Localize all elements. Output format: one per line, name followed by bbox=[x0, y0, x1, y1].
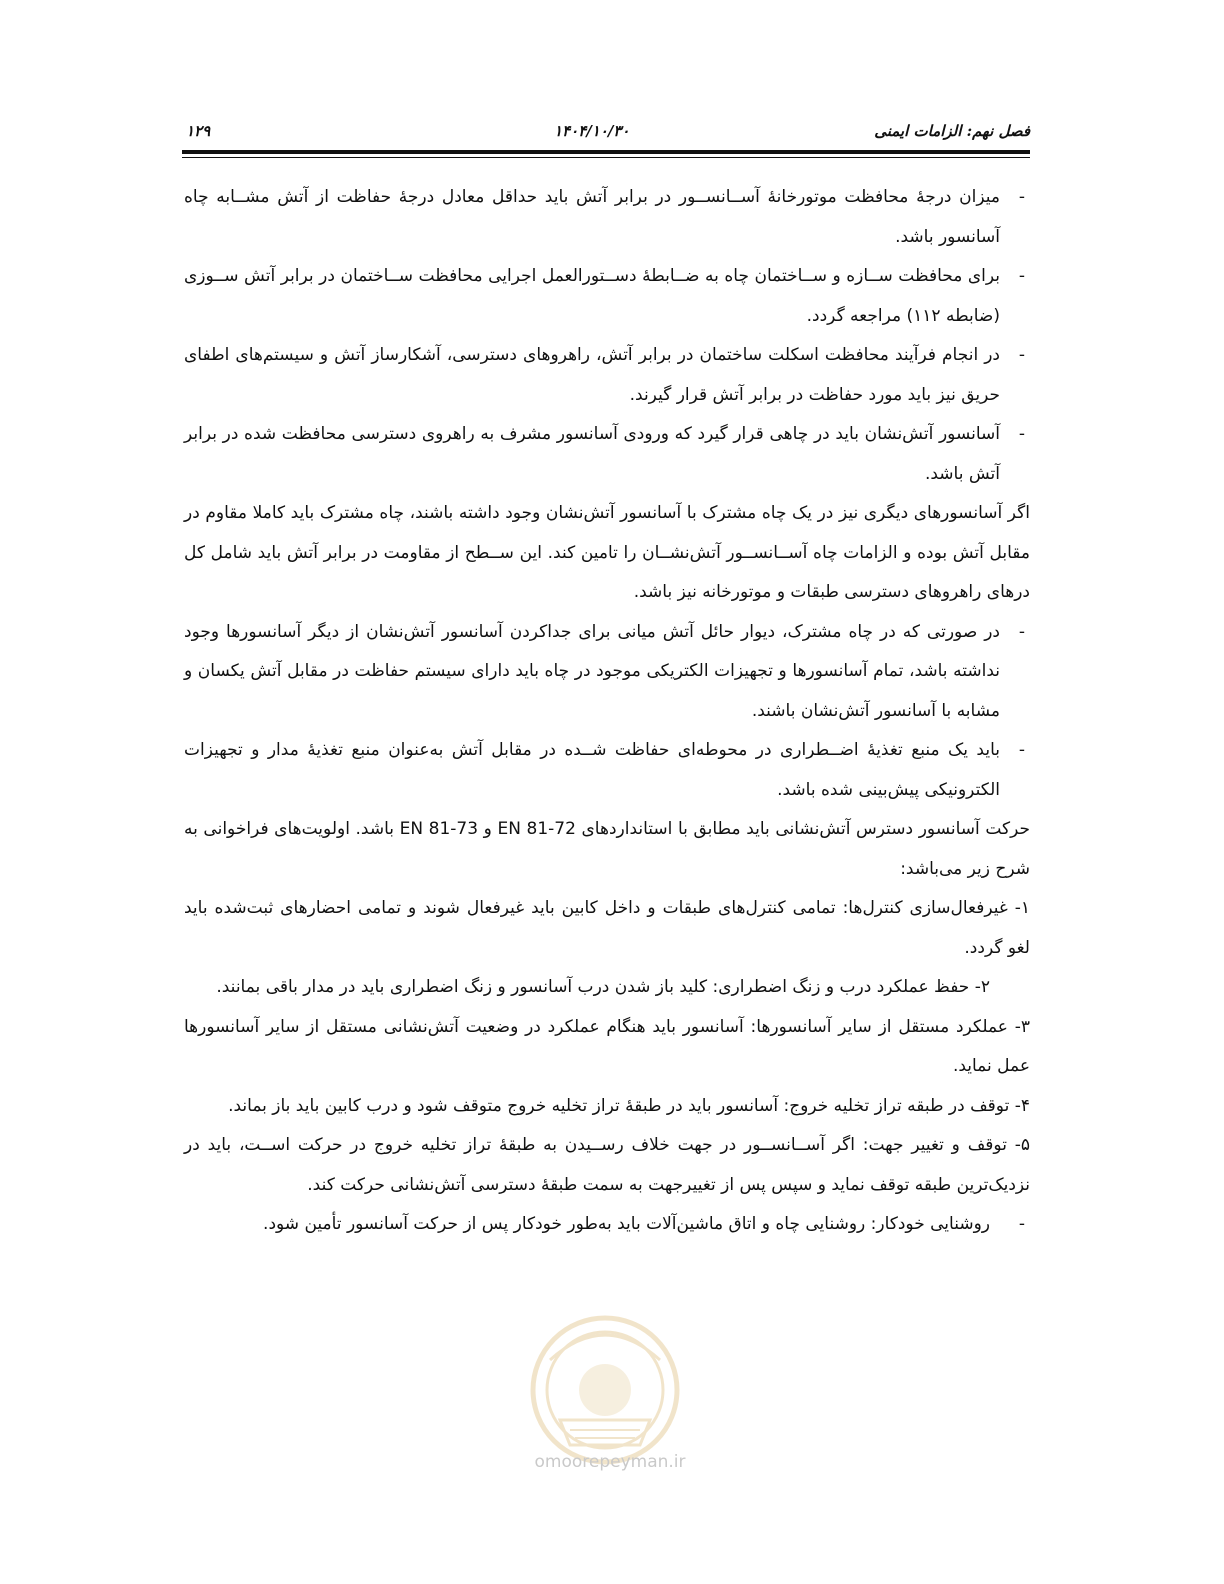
bullet-paragraph: - در انجام فرآیند محافظت اسکلت ساختمان در برابر آتش، راهروهای دسترسی، آشکارساز آتش و سیستم‌های اطفای حریق نیز باید مورد حفاظت در برابر آتش قرار گیرند. bbox=[184, 336, 1030, 415]
header-rule-thin bbox=[182, 157, 1030, 158]
body-text bbox=[184, 178, 1030, 1245]
bullet-paragraph: - برای محافظت ســازه و ســاختمان چاه به ضــابطهٔ دســتورالعمل اجرایی محافظت ســاختمان در برابر آتش ســوزی (ضابطه ۱۱۲) مراجعه گردد. bbox=[184, 257, 1030, 336]
body-paragraph: اگر آسانسورهای دیگری نیز در یک چاه مشترک با آسانسور آتش‌نشان وجود داشته باشند، چاه مشترک باید کاملا مقاوم در مقابل آتش بوده و الزامات چاه آســانســور آتش‌نشــان را تامین کند. این ســطح از مقاومت در برابر آتش باید شامل کل درهای راهروهای دسترسی طبقات و موتورخانه نیز باشد. bbox=[184, 503, 1030, 602]
list-item-3: ۳- عملکرد مستقل از سایر آسانسورها: آسانسور باید هنگام عملکرد در وضعیت آتش‌نشانی مستقل از سایر آسانسورها عمل نماید. bbox=[184, 1016, 1030, 1076]
chapter-title: فصل نهم: الزامات ایمنی bbox=[874, 122, 1030, 140]
omoorepeyman-seal-logo-icon bbox=[490, 1290, 720, 1520]
bullet-paragraph: - آسانسور آتش‌نشان باید در چاهی قرار گیرد که ورودی آسانسور مشرف به راهروی دسترسی محافظت شده در برابر آتش باشد. bbox=[184, 415, 1030, 494]
page-header bbox=[182, 118, 1030, 146]
list-item-2: ۲- حفظ عملکرد درب و زنگ اضطراری: کلید باز شدن درب آسانسور و زنگ اضطراری باید در مدار باقی بمانند. bbox=[216, 977, 990, 997]
watermark-url: omoorepeyman.ir bbox=[534, 1452, 686, 1472]
list-item-4: ۴- توقف در طبقه تراز تخلیه خروج: آسانسور باید در طبقهٔ تراز تخلیه خروج متوقف شود و درب کابین باید باز بماند. bbox=[228, 1095, 1030, 1116]
header-rule-thick bbox=[182, 150, 1030, 154]
header-date: ۱۴۰۴/۱۰/۳۰ bbox=[554, 122, 630, 140]
list-item-1: ۱- غیرفعال‌سازی کنترل‌ها: تمامی کنترل‌های طبقات و داخل کابین باید غیرفعال شوند و تمامی احضارهای ثبت‌شده باید لغو گردد. bbox=[184, 898, 1030, 958]
page-number: ۱۲۹ bbox=[186, 122, 211, 140]
bullet-paragraph: - باید یک منبع تغذیهٔ اضــطراری در محوطه‌ای حفاظت شــده در مقابل آتش به‌عنوان منبع تغذیهٔ مدار و تجهیزات الکترونیکی پیش‌بینی شده باشد. bbox=[184, 731, 1030, 810]
bullet-paragraph: - روشنایی خودکار: روشنایی چاه و اتاق ماشین‌آلات باید به‌طور خودکار پس از حرکت آسانسور تأمین شود. bbox=[184, 1205, 1030, 1245]
bullet-paragraph: - در صورتی که در چاه مشترک، دیوار حائل آتش میانی برای جداکردن آسانسور آتش‌نشان از دیگر آسانسورها وجود نداشته باشد، تمام آسانسورها و تجهیزات الکتریکی موجود در چاه باید دارای سیستم حفاظت در مقابل آتش یکسان و مشابه با آسانسور آتش‌نشان باشند. bbox=[184, 613, 1030, 732]
list-item-5: ۵- توقف و تغییر جهت: اگر آســانســور در جهت خلاف رســیدن به طبقهٔ تراز تخلیه خروج در حرکت اســت، باید در نزدیک‌ترین طبقه توقف نماید و سپس پس از تغییرجهت به سمت طبقهٔ دسترسی آتش‌نشانی حرکت کند. bbox=[184, 1135, 1030, 1195]
bullet-paragraph: - میزان درجهٔ محافظت موتورخانهٔ آســانســور در برابر آتش باید حداقل معادل درجهٔ حفاظت از آتش مشــابه چاه آسانسور باشد. bbox=[184, 178, 1030, 257]
body-paragraph: حرکت آسانسور دسترس آتش‌نشانی باید مطابق با استانداردهای EN 81-72 و EN 81-73 باشد. اولویت‌های فراخوانی به شرح زیر می‌باشد: bbox=[184, 819, 1031, 879]
